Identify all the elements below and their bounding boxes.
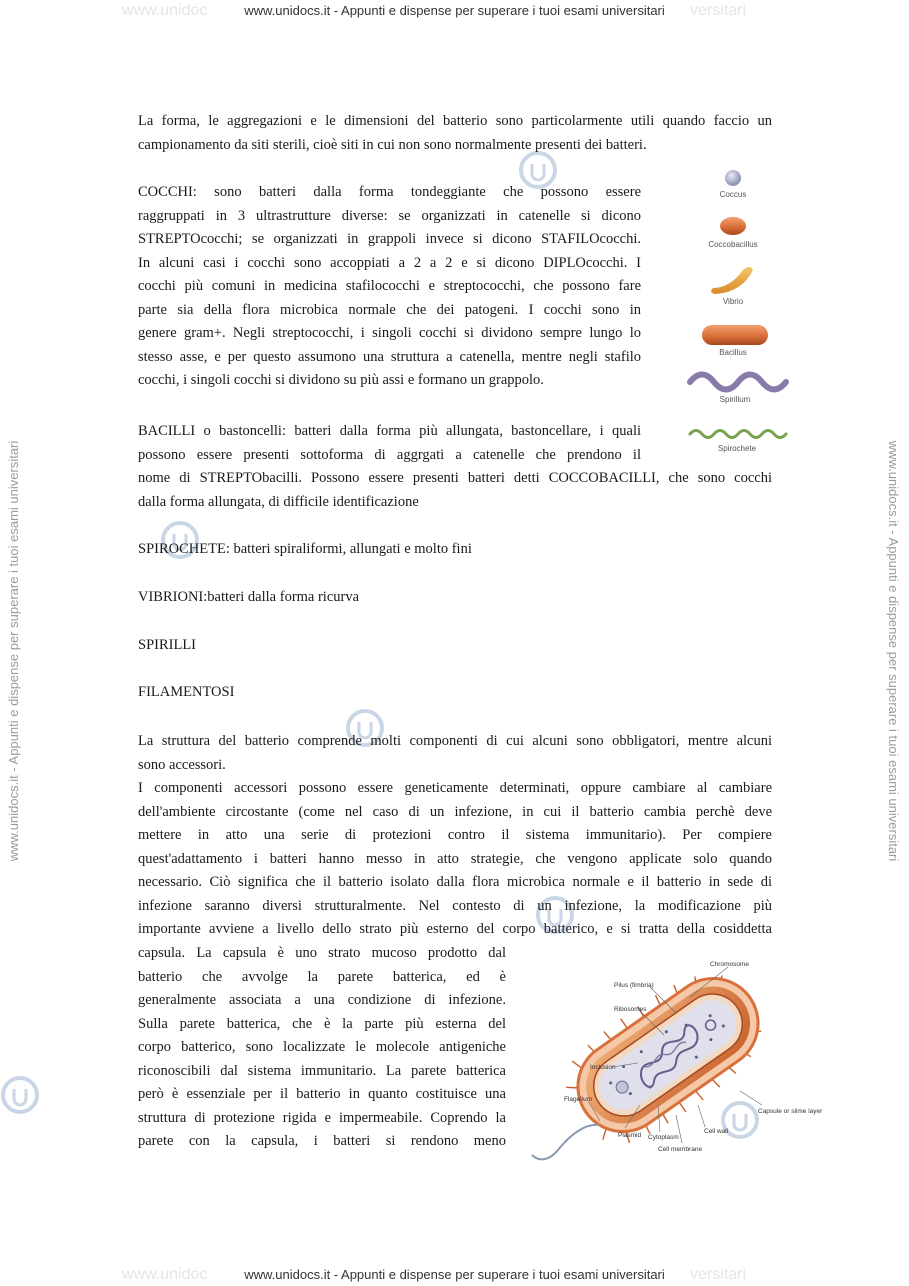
caption-coccobacillus: Coccobacillus: [708, 240, 758, 249]
text-line: mettere in atto una serie di protezioni contro il sistema immunitario). Per compiere: [138, 827, 772, 843]
text-line: La struttura del batterio comprende molti componenti di cui alcuni sono obbligatori, mentre alcuni: [138, 733, 772, 749]
text-line: Sulla parete batterica, che è la parte più esterna del: [138, 1015, 506, 1032]
text-line: STREPTOcocchi; se organizzati in grappoli invece si dicono STAFILOcocchi.: [138, 231, 641, 247]
text-line: parete con la capsula, i batteri si rendono meno: [138, 1133, 506, 1149]
text-line: cocchi più comuni in medicina stafilococchi e streptococchi, che possono fare: [138, 278, 641, 294]
text-line: cocchi, i singoli cocchi si dividono su più assi e formano un grappolo.: [138, 372, 544, 388]
text-line: infezione saranno diversi strutturalmente. Nel contesto di un infezione, la modificazione più: [138, 897, 772, 914]
paragraph-vibrioni: [138, 586, 359, 610]
text-line: SPIRILLI: [138, 637, 196, 653]
text-line: campionamento da siti sterili, cioè siti in cui non sono normalmente presenti dei batteri.: [138, 136, 647, 153]
text-line: necessario. Ciò significa che il batterio isolato dalla flora microbica normale e il batterio in sede di: [138, 874, 772, 890]
spirochete-shape-icon: [690, 431, 786, 438]
label-flagellum: Flagellum: [564, 1096, 593, 1103]
text-line: possono essere presenti sottoforma di aggrgati a catenelle che prendono il: [138, 446, 641, 463]
text-line: corpo batterico, sono localizzate le molecole antigeniche: [138, 1039, 506, 1055]
bacillus-shape-icon: [702, 325, 768, 345]
page-footer: www.unidocs.it - Appunti e dispense per superare i tuoi esami universitari: [244, 1267, 665, 1282]
ghost-watermark-bottom-right: versitari: [690, 1266, 747, 1283]
label-inclusion: Inclusion: [590, 1064, 616, 1071]
text-line: FILAMENTOSI: [138, 684, 235, 700]
paragraph-filamentosi: [138, 681, 234, 705]
text-line: In alcuni casi i cocchi sono accoppiati a 2 a 2 e si dicono DIPLOcocchi. I: [138, 254, 641, 271]
text-line: parte sia della flora microbica normale che dei patogeni. I cocchi sono in: [138, 301, 641, 318]
paragraph-struttura: [138, 730, 772, 777]
label-cytoplasm: Cytoplasm: [648, 1134, 679, 1141]
ghost-watermark-top-left: www.unidoc: [122, 2, 208, 19]
caption-coccus: Coccus: [719, 190, 747, 199]
paragraph-intro: [138, 110, 772, 157]
text-line: SPIROCHETE: batteri spiraliformi, allungati e molto fini: [138, 541, 472, 557]
figure-bacterial-cell: [530, 955, 823, 1167]
caption-spirillum: Spirillum: [719, 395, 751, 404]
label-cell-wall: Cell wall: [704, 1128, 729, 1135]
text-line: VIBRIONI:batteri dalla forma ricurva: [138, 589, 360, 605]
bacterial-shapes-illustration: [680, 160, 800, 460]
label-plasmid: Plasmid: [618, 1132, 642, 1139]
text-line: generalmente associata a una condizione di infezione.: [138, 992, 506, 1008]
text-line: capsula. La capsula è uno strato mucoso prodotto dal: [138, 945, 506, 961]
cell-body: [552, 951, 783, 1160]
caption-spirochete: Spirochete: [717, 444, 757, 453]
ghost-watermark-top-right: versitari: [690, 2, 747, 19]
text-line: La forma, le aggregazioni e le dimensioni del batterio sono particolarmente utili quando faccio un: [138, 113, 772, 129]
text-line: batterio che avvolge la parete batterica, ed è: [138, 968, 506, 985]
paragraph-spirilli: [138, 634, 196, 658]
figure-bacterial-shapes: [680, 160, 800, 460]
paragraph-cocchi: [138, 181, 641, 393]
text-line: COCCHI: sono batteri dalla forma tondeggiante che possono essere: [138, 184, 641, 200]
text-line: dell'ambiente circostante (come nel caso di un infezione, in cui il batterio cambia perchè deve: [138, 803, 772, 820]
text-line: importante avviene a livello dello strato più esterno del corpo batterico, e si tratta della cosiddetta: [138, 921, 772, 937]
paragraph-bacilli: [138, 420, 772, 514]
text-line: BACILLI o bastoncelli: batteri dalla forma più allungata, bastoncellare, i quali: [138, 423, 641, 439]
page-header: www.unidocs.it - Appunti e dispense per superare i tuoi esami universitari: [244, 3, 665, 18]
coccus-shape-icon: [725, 170, 741, 186]
caption-bacillus: Bacillus: [719, 348, 747, 357]
text-line: dalla forma allungata, di difficile identificazione: [138, 493, 419, 510]
text-line: struttura di protezione rigida e impermeabile. Coprendo la: [138, 1109, 506, 1126]
text-line: sono accessori.: [138, 756, 226, 773]
text-line: stesso asse, e per questo assumono una struttura a catenella, mentre negli stafilo: [138, 348, 641, 365]
caption-vibrio: Vibrio: [722, 297, 744, 306]
coccobacillus-shape-icon: [720, 217, 746, 235]
text-line: però è essenziale per il batterio in quanto costituisce una: [138, 1086, 506, 1102]
spirillum-shape-icon: [690, 375, 786, 390]
label-ribosomes: Ribosomes: [614, 1006, 647, 1013]
text-line: I componenti accessori possono essere geneticamente determinati, oppure cambiare al cambiare: [138, 780, 772, 796]
paragraph-componenti: [138, 777, 772, 942]
label-pilus: Pilus (fimbria): [614, 982, 654, 989]
side-watermark-left: www.unidocs.it - Appunti e dispense per superare i tuoi esami universitari: [6, 440, 21, 862]
label-cell-membrane: Cell membrane: [658, 1146, 703, 1153]
ghost-watermark-bottom-left: www.unidoc: [122, 1266, 208, 1283]
text-line: nome di STREPTObacilli. Possono essere presenti batteri detti COCCOBACILLI, che sono cocchi: [138, 470, 772, 486]
paragraph-capsula: [138, 942, 506, 1154]
vibrio-shape-icon: [711, 267, 753, 294]
text-line: quest'adattamento i batteri hanno messo in atto strategie, che vengono applicate solo quando: [138, 850, 772, 867]
side-watermark-right: www.unidocs.it - Appunti e dispense per superare i tuoi esami universitari: [886, 440, 901, 862]
text-line: genere gram+. Negli streptococchi, i singoli cocchi si dividono sempre lungo lo: [138, 325, 641, 341]
label-chromosome: Chromosome: [710, 961, 750, 968]
text-line: riconoscibili dal sistema immunitario. La parete batterica: [138, 1062, 506, 1079]
paragraph-spirochete: [138, 538, 472, 562]
label-capsule: Capsule or slime layer: [758, 1108, 823, 1115]
text-line: raggruppati in 3 ultrastrutture diverse: se organizzati in catenelle si dicono: [138, 207, 641, 224]
